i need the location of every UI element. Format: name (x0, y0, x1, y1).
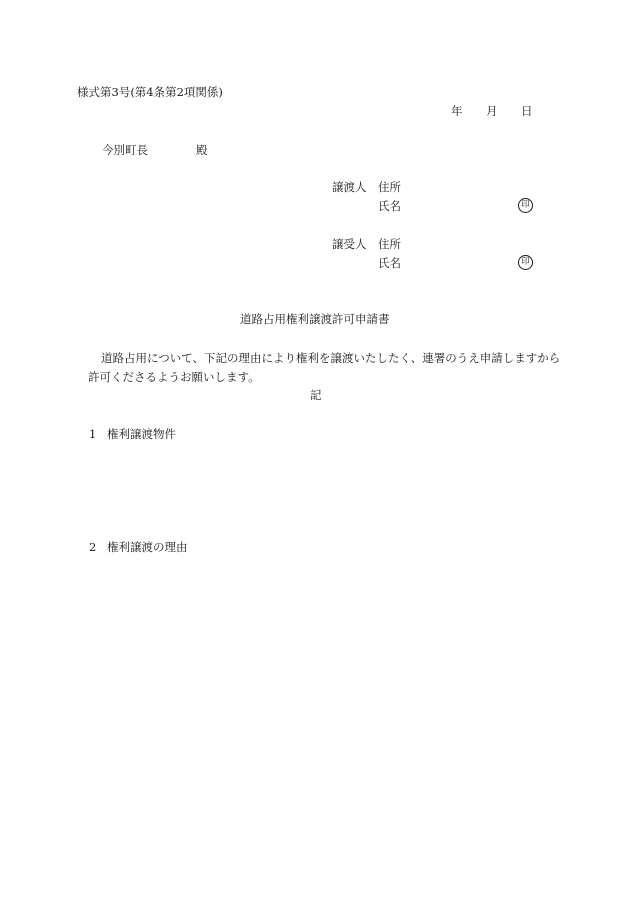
item-number: 2 (89, 540, 97, 554)
item-label: 権利譲渡物件 (107, 427, 176, 441)
transferor-address-label: 住所 (378, 180, 401, 194)
date-day-label: 日 (521, 104, 533, 118)
item-label: 権利譲渡の理由 (107, 540, 188, 554)
transferor-seal-icon: 印 (518, 198, 533, 213)
transferee-name-label: 氏名 (378, 256, 401, 270)
document-title: 道路占用権利譲渡許可申請書 (240, 312, 390, 326)
transferee-role: 譲受人 (332, 237, 367, 251)
transferor-role: 譲渡人 (332, 180, 367, 194)
transferor-name-label: 氏名 (378, 199, 401, 213)
ki-heading: 記 (310, 388, 322, 402)
addressee-honorific: 殿 (196, 143, 208, 157)
date-month-label: 月 (486, 104, 498, 118)
addressee-office: 今別町長 (102, 143, 148, 157)
transferee-address-label: 住所 (378, 237, 401, 251)
body-paragraph: 道路占用について、下記の理由により権利を譲渡いたしたく、連署のうえ申請しますから許可くださるようお願いします。 (88, 351, 561, 384)
date-year-label: 年 (451, 104, 463, 118)
transferee-seal-icon: 印 (518, 255, 533, 270)
item-number: 1 (89, 427, 97, 441)
form-number: 様式第3号(第4条第2項関係) (77, 85, 223, 99)
